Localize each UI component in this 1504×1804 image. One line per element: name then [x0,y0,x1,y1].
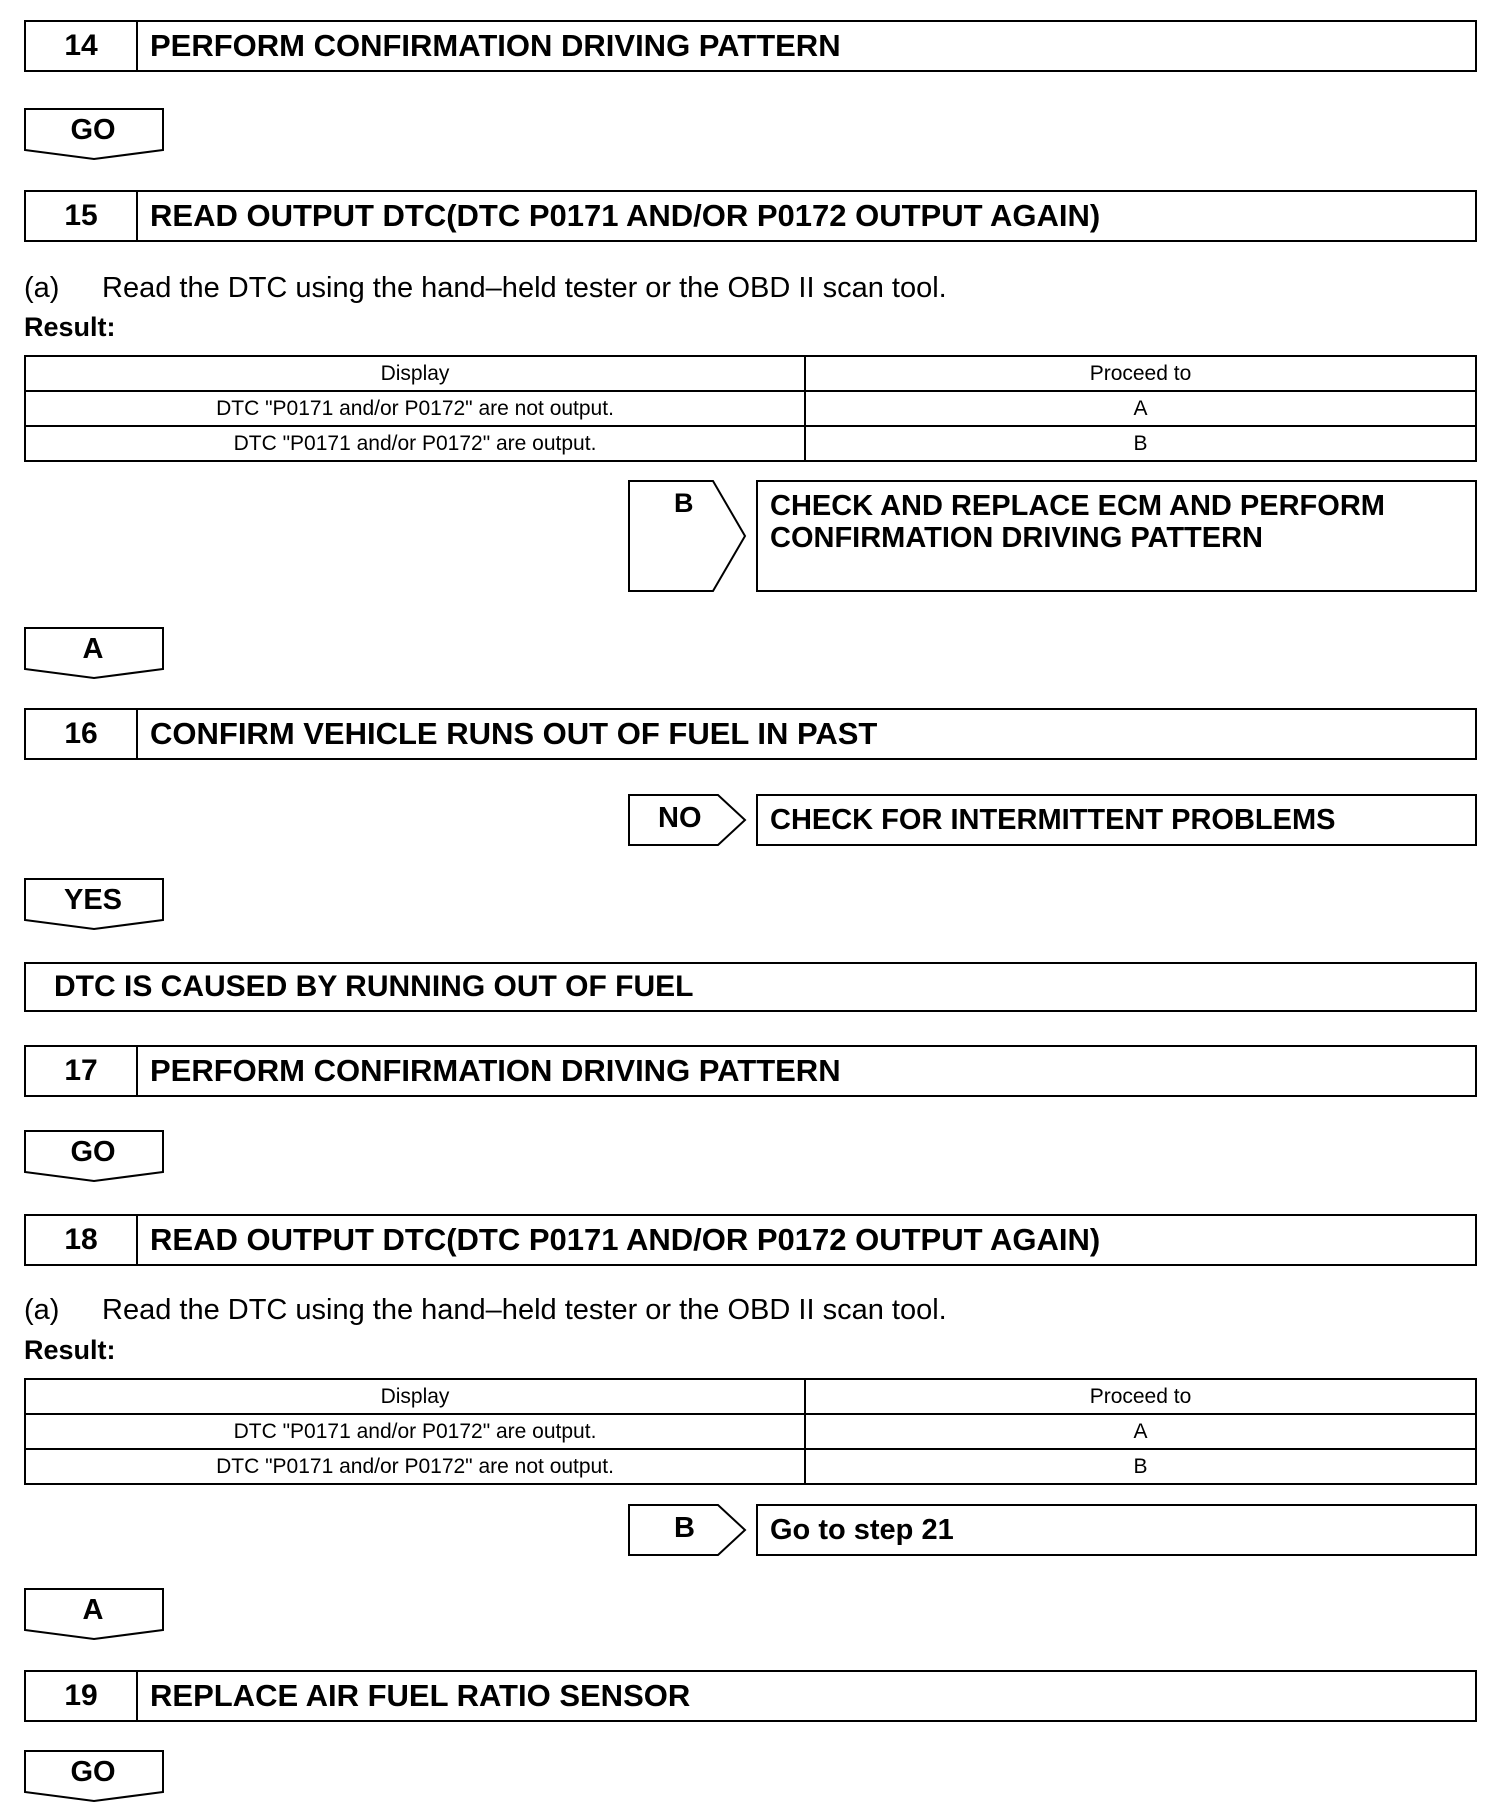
result-heading: Result: [24,1335,116,1365]
table-row [25,1414,1476,1449]
table-cell: DTC "P0171 and/or P0172" are not output. [25,391,805,426]
column-header-display: Display [25,1379,805,1414]
step-number: 19 [26,1672,138,1720]
branch-arrow-b [628,480,748,592]
step-19-header [24,1670,1477,1722]
tag-label: GO [70,114,116,146]
table-cell: DTC "P0171 and/or P0172" are not output. [25,1449,805,1484]
instruction-text: Read the DTC using the hand–held tester or the OBD II scan tool. [102,272,947,304]
table-row [25,391,1476,426]
step-number: 15 [26,192,138,240]
table-cell: DTC "P0171 and/or P0172" are output. [25,1414,805,1449]
step-title: PERFORM CONFIRMATION DRIVING PATTERN [150,1053,841,1088]
instruction-text: Read the DTC using the hand–held tester or the OBD II scan tool. [102,1294,947,1326]
a-tag [24,627,164,679]
tag-label: GO [70,1756,116,1788]
step-title: CONFIRM VEHICLE RUNS OUT OF FUEL IN PAST [150,716,878,751]
go-tag [24,1130,164,1182]
step-title: REPLACE AIR FUEL RATIO SENSOR [150,1678,691,1713]
a-tag [24,1588,164,1640]
go-tag [24,1750,164,1802]
step-18-header [24,1214,1477,1266]
branch-label: B [674,488,694,518]
table-row [25,1449,1476,1484]
instruction-paragraph [24,272,947,305]
instruction-paragraph [24,1294,947,1327]
branch-label: B [674,1512,695,1544]
table-cell: A [805,1414,1476,1449]
result-table [24,355,1477,462]
table-row [25,426,1476,461]
step-number: 18 [26,1216,138,1264]
tag-label: A [82,633,104,665]
yes-tag [24,878,164,930]
branch-arrow-no [628,794,748,846]
table-cell: DTC "P0171 and/or P0172" are output. [25,426,805,461]
step-16-header [24,708,1477,760]
branch-action-box [756,794,1477,846]
table-cell: A [805,391,1476,426]
conclusion-box: DTC IS CAUSED BY RUNNING OUT OF FUEL [24,962,1477,1012]
column-header-proceed: Proceed to [805,1379,1476,1414]
table-header-row [25,1379,1476,1414]
item-label: (a) [24,1294,60,1326]
branch-action-box [756,1504,1477,1556]
step-number: 14 [26,22,138,70]
branch-arrow-b [628,1504,748,1556]
tag-label: A [82,1594,104,1626]
item-label: (a) [24,272,60,304]
step-15-header [24,190,1477,242]
go-tag [24,108,164,160]
branch-action-line-1: CHECK AND REPLACE ECM AND PERFORM [770,490,1385,522]
tag-label: GO [70,1136,116,1168]
step-number: 17 [26,1047,138,1095]
step-title: PERFORM CONFIRMATION DRIVING PATTERN [150,28,841,63]
column-header-proceed: Proceed to [805,356,1476,391]
tag-label: YES [63,884,123,916]
branch-label: NO [658,802,702,834]
branch-action-text: Go to step 21 [770,1514,954,1546]
result-table [24,1378,1477,1485]
step-number: 16 [26,710,138,758]
step-14-header [24,20,1477,72]
table-cell: B [805,1449,1476,1484]
table-cell: B [805,426,1476,461]
step-title: READ OUTPUT DTC(DTC P0171 AND/OR P0172 OUTPUT AGAIN) [150,1222,1101,1257]
column-header-display: Display [25,356,805,391]
table-header-row [25,356,1476,391]
step-17-header [24,1045,1477,1097]
branch-action-text: CHECK FOR INTERMITTENT PROBLEMS [770,804,1336,836]
branch-action-line-2: CONFIRMATION DRIVING PATTERN [770,522,1263,554]
result-heading: Result: [24,312,116,342]
branch-action-box [756,480,1477,592]
step-title: READ OUTPUT DTC(DTC P0171 AND/OR P0172 OUTPUT AGAIN) [150,198,1101,233]
